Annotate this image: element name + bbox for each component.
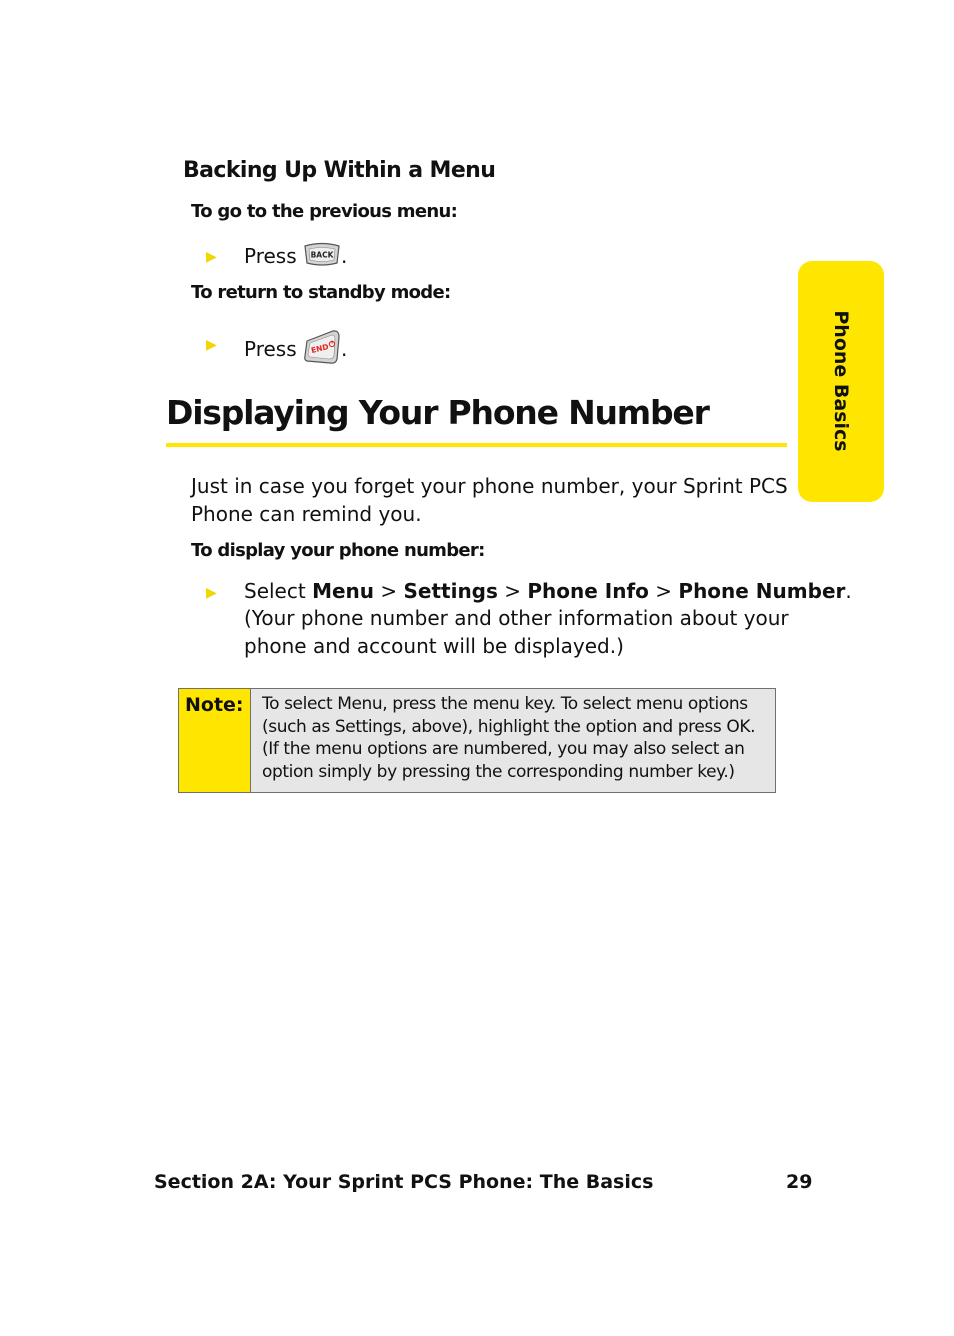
step-period: .	[845, 579, 852, 603]
menu-path-item-phone-number: Phone Number	[678, 579, 846, 603]
step-detail-line-2: (Your phone number and other information about your	[244, 606, 789, 630]
step-press-back	[244, 241, 347, 274]
instruction-previous-menu: To go to the previous menu:	[191, 201, 458, 222]
back-key-icon	[303, 241, 341, 274]
menu-path-item-settings: Settings	[403, 579, 498, 603]
footer-section-title: Section 2A: Your Sprint PCS Phone: The Basics	[154, 1171, 654, 1193]
instruction-display-number: To display your phone number:	[191, 540, 485, 561]
section-heading-backing-up: Backing Up Within a Menu	[183, 158, 496, 183]
note-line-3: (If the menu options are numbered, you may also select an	[262, 739, 745, 759]
note-label: Note:	[185, 694, 244, 716]
triangle-bullet-icon: ▶	[206, 585, 217, 601]
instruction-standby: To return to standby mode:	[191, 282, 451, 303]
page-title: Displaying Your Phone Number	[166, 393, 709, 432]
note-label-cell	[179, 689, 251, 792]
path-separator: >	[655, 579, 673, 603]
path-separator: >	[504, 579, 522, 603]
note-text	[262, 693, 767, 783]
triangle-bullet-icon: ▶	[206, 249, 217, 265]
back-key-label: BACK	[310, 250, 334, 260]
step-select-path	[244, 577, 852, 605]
step-detail-line-3: phone and account will be displayed.)	[244, 634, 624, 658]
note-line-2: (such as Settings, above), highlight the option and press OK.	[262, 716, 756, 737]
step-press-period: .	[341, 337, 348, 361]
note-line-1: To select Menu, press the menu key. To select menu options	[262, 694, 748, 714]
menu-path-item-phone-info: Phone Info	[527, 579, 649, 603]
step-select-label: Select	[244, 579, 306, 603]
note-box	[178, 688, 776, 793]
side-tab-label: Phone Basics	[830, 310, 852, 452]
footer-page-number: 29	[786, 1171, 813, 1193]
intro-paragraph-line-2: Phone can remind you.	[191, 502, 422, 526]
title-underline	[166, 443, 787, 447]
menu-path-item-menu: Menu	[312, 579, 375, 603]
step-press-period: .	[341, 244, 348, 268]
note-line-4: option simply by pressing the corresponding number key.)	[262, 761, 735, 782]
triangle-bullet-icon: ▶	[206, 337, 217, 353]
end-key-icon	[303, 329, 341, 372]
end-key-label: END	[310, 342, 330, 356]
intro-paragraph-line-1: Just in case you forget your phone number, your Sprint PCS	[191, 474, 788, 498]
step-press-label: Press	[244, 244, 297, 268]
path-separator: >	[380, 579, 398, 603]
step-press-label: Press	[244, 337, 297, 361]
step-press-end	[244, 329, 347, 372]
